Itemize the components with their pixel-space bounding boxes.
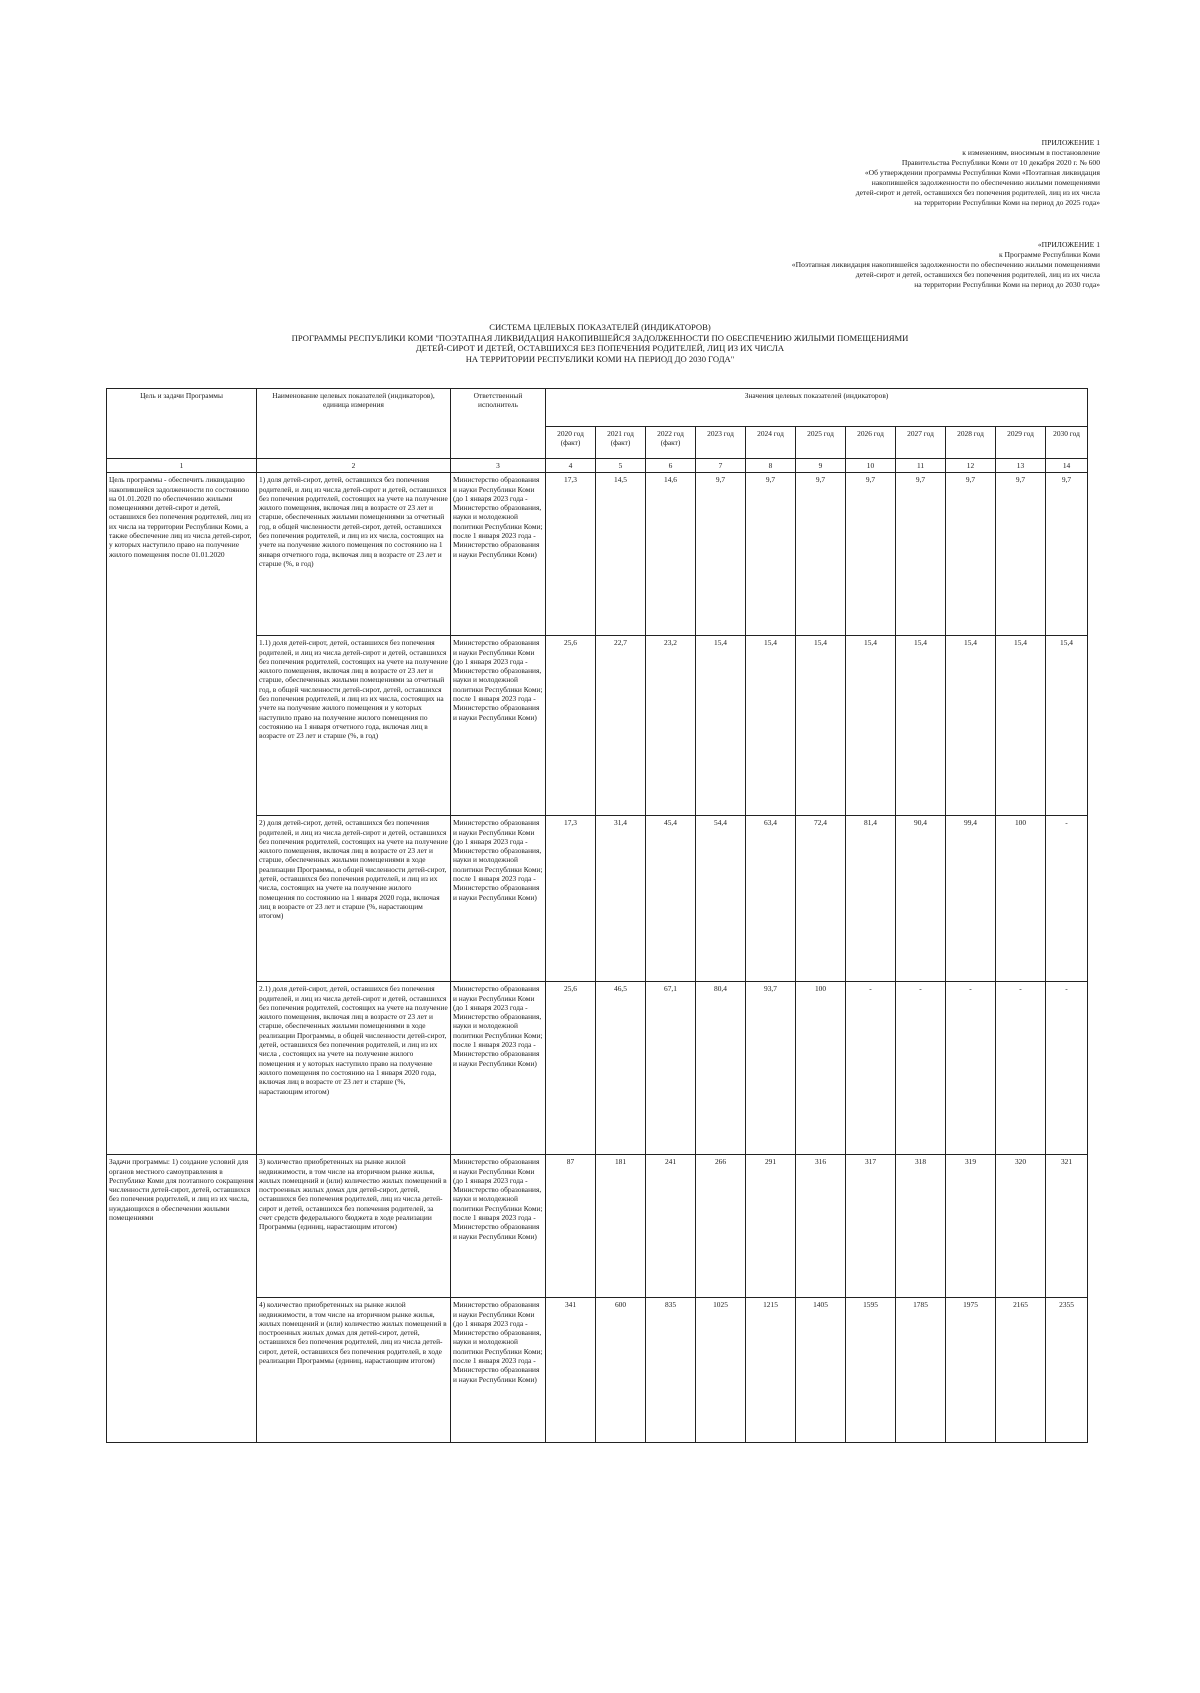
header-year: 2025 год — [796, 427, 846, 459]
header-year: 2020 год (факт) — [546, 427, 596, 459]
title-line: СИСТЕМА ЦЕЛЕВЫХ ПОКАЗАТЕЛЕЙ (ИНДИКАТОРОВ) — [489, 322, 711, 332]
value-cell: 321 — [1046, 1155, 1088, 1298]
program-appendix-header — [792, 240, 1100, 290]
value-cell: 341 — [546, 1298, 596, 1443]
header-year: 2028 год — [946, 427, 996, 459]
value-cell: - — [1046, 982, 1088, 1155]
value-cell: 93,7 — [746, 982, 796, 1155]
value-cell: 9,7 — [746, 473, 796, 636]
value-cell: 2355 — [1046, 1298, 1088, 1443]
value-cell: 241 — [646, 1155, 696, 1298]
column-number: 4 — [546, 459, 596, 473]
executor-cell: Министерство образования и науки Республики Коми (до 1 января 2023 года - Министерство образования, науки и молодежной политики Республики Коми; после 1 января 2023 года - Министерство образования и науки Республики Коми) — [451, 636, 546, 816]
value-cell: 266 — [696, 1155, 746, 1298]
title-line: ПРОГРАММЫ РЕСПУБЛИКИ КОМИ "ПОЭТАПНАЯ ЛИКВИДАЦИЯ НАКОПИВШЕЙСЯ ЗАДОЛЖЕННОСТИ ПО ОБЕСПЕЧЕНИЮ ЖИЛЫМИ ПОМЕЩЕНИЯМИ — [291, 332, 909, 343]
value-cell: 15,4 — [746, 636, 796, 816]
column-number: 5 — [596, 459, 646, 473]
value-cell: 100 — [796, 982, 846, 1155]
header-executor: Ответственный исполнитель — [451, 389, 546, 459]
value-cell: 15,4 — [996, 636, 1046, 816]
value-cell: - — [1046, 816, 1088, 982]
appendix-1-line: «Об утверждении программы Республики Коми «Поэтапная ликвидация — [864, 168, 1100, 177]
header-year: 2024 год — [746, 427, 796, 459]
column-number: 2 — [257, 459, 451, 473]
title-line: ДЕТЕЙ-СИРОТ И ДЕТЕЙ, ОСТАВШИХСЯ БЕЗ ПОПЕЧЕНИЯ РОДИТЕЛЕЙ, ЛИЦ ИЗ ИХ ЧИСЛА — [415, 343, 785, 354]
value-cell: 9,7 — [1046, 473, 1088, 636]
appendix-1-line: детей-сирот и детей, оставшихся без попечения родителей, лиц из их числа — [855, 188, 1100, 197]
value-cell: 9,7 — [696, 473, 746, 636]
value-cell: 25,6 — [546, 982, 596, 1155]
column-number-row — [107, 459, 1088, 473]
value-cell: 181 — [596, 1155, 646, 1298]
goal-cell: Цель программы - обеспечить ликвидацию накопившейся задолженности по состоянию на 01.01.2020 по обеспечению жилыми помещениями детей-сирот и детей, оставшихся без попечения родителей, лиц из их числа на территории Республики Коми, а также обеспечение лиц из числа детей-сирот, у которых наступило право на получение жилого помещения после 01.01.2020 — [107, 473, 257, 1155]
executor-cell: Министерство образования и науки Республики Коми (до 1 января 2023 года - Министерство образования, науки и молодежной политики Республики Коми; после 1 января 2023 года - Министерство образования и науки Республики Коми) — [451, 1298, 546, 1443]
title-line: НА ТЕРРИТОРИИ РЕСПУБЛИКИ КОМИ НА ПЕРИОД ДО 2030 ГОДА" — [465, 353, 735, 364]
column-number: 14 — [1046, 459, 1088, 473]
header-year: 2023 год — [696, 427, 746, 459]
indicator-cell: 4) количество приобретенных на рынке жилой недвижимости, в том числе на вторичном рынке жилья, жилых помещений и (или) количество жилых помещений в построенных жилых домах для детей-сирот, детей, оставшихся без попечения родителей, лиц из числа детей-сирот, детей, оставшихся без попечения родителей, в ходе реализации Программы (единиц, нарастающим итогом) — [257, 1298, 451, 1443]
value-cell: 320 — [996, 1155, 1046, 1298]
column-number: 11 — [896, 459, 946, 473]
value-cell: 17,3 — [546, 473, 596, 636]
value-cell: 2165 — [996, 1298, 1046, 1443]
value-cell: - — [846, 982, 896, 1155]
value-cell: 15,4 — [846, 636, 896, 816]
value-cell: 31,4 — [596, 816, 646, 982]
program-appendix-line: на территории Республики Коми на период до 2030 года» — [914, 280, 1100, 289]
value-cell: 15,4 — [896, 636, 946, 816]
value-cell: 22,7 — [596, 636, 646, 816]
executor-cell: Министерство образования и науки Республики Коми (до 1 января 2023 года - Министерство образования, науки и молодежной политики Республики Коми; после 1 января 2023 года - Министерство образования и науки Республики Коми) — [451, 473, 546, 636]
table-row — [107, 1155, 1088, 1298]
value-cell: 67,1 — [646, 982, 696, 1155]
value-cell: 15,4 — [946, 636, 996, 816]
value-cell: 90,4 — [896, 816, 946, 982]
header-year: 2026 год — [846, 427, 896, 459]
program-appendix-line: «ПРИЛОЖЕНИЕ 1 — [1037, 240, 1100, 249]
program-appendix-line: детей-сирот и детей, оставшихся без попечения родителей, лиц из их числа — [855, 270, 1100, 279]
indicator-cell: 2.1) доля детей-сирот, детей, оставшихся без попечения родителей, и лиц из числа детей-сирот и детей, оставшихся без попечения родителей, состоящих на учете на получение жилого помещения, включая лиц в возрасте от 23 лет и старше, обеспеченных жилыми помещениями в ходе реализации Программы, в общей численности детей-сирот, детей, оставшихся без попечения родителей, и лиц из их числа , состоящих на учете на получение жилого помещения и у которых наступило право на получение жилого помещения по состоянию на 1 января 2020 года, включая лиц в возрасте от 23 лет и старше (%, нарастающим итогом) — [257, 982, 451, 1155]
column-number: 1 — [107, 459, 257, 473]
column-number: 8 — [746, 459, 796, 473]
value-cell: 600 — [596, 1298, 646, 1443]
program-appendix-line: к Программе Республики Коми — [998, 250, 1100, 259]
header-values: Значения целевых показателей (индикаторов) — [546, 389, 1088, 427]
value-cell: 17,3 — [546, 816, 596, 982]
value-cell: 81,4 — [846, 816, 896, 982]
value-cell: 63,4 — [746, 816, 796, 982]
executor-cell: Министерство образования и науки Республики Коми (до 1 января 2023 года - Министерство образования, науки и молодежной политики Республики Коми; после 1 января 2023 года - Министерство образования и науки Республики Коми) — [451, 982, 546, 1155]
value-cell: 100 — [996, 816, 1046, 982]
column-number: 7 — [696, 459, 746, 473]
value-cell: 45,4 — [646, 816, 696, 982]
appendix-1-header — [856, 138, 1100, 208]
value-cell: 1405 — [796, 1298, 846, 1443]
value-cell: 15,4 — [696, 636, 746, 816]
value-cell: 9,7 — [846, 473, 896, 636]
column-number: 6 — [646, 459, 696, 473]
header-year: 2021 год (факт) — [596, 427, 646, 459]
value-cell: 15,4 — [796, 636, 846, 816]
value-cell: 54,4 — [696, 816, 746, 982]
value-cell: 1215 — [746, 1298, 796, 1443]
value-cell: 1785 — [896, 1298, 946, 1443]
value-cell: 319 — [946, 1155, 996, 1298]
indicators-table — [106, 388, 1088, 1443]
header-indicator: Наименование целевых показателей (индикаторов), единица измерения — [257, 389, 451, 459]
value-cell: 1975 — [946, 1298, 996, 1443]
value-cell: 9,7 — [946, 473, 996, 636]
indicator-cell: 2) доля детей-сирот, детей, оставшихся без попечения родителей, и лиц из числа детей-сирот и детей, оставшихся без попечения родителей, состоящих на учете на получение жилого помещения, включая лиц в возрасте от 23 лет и старше, обеспеченных жилыми помещениями в ходе реализации Программы, в общей численности детей-сирот, детей, оставшихся без попечения родителей, и лиц из их числа, состоящих на учете на получение жилого помещения по состоянию на 1 января 2020 года, включая лиц в возрасте от 23 лет и старше (%, нарастающим итогом) — [257, 816, 451, 982]
value-cell: 14,6 — [646, 473, 696, 636]
table-row — [107, 473, 1088, 636]
value-cell: 291 — [746, 1155, 796, 1298]
column-number: 9 — [796, 459, 846, 473]
column-number: 3 — [451, 459, 546, 473]
value-cell: 46,5 — [596, 982, 646, 1155]
value-cell: - — [996, 982, 1046, 1155]
value-cell: 1595 — [846, 1298, 896, 1443]
value-cell: 99,4 — [946, 816, 996, 982]
executor-cell: Министерство образования и науки Республики Коми (до 1 января 2023 года - Министерство образования, науки и молодежной политики Республики Коми; после 1 января 2023 года - Министерство образования и науки Республики Коми) — [451, 1155, 546, 1298]
value-cell: 23,2 — [646, 636, 696, 816]
value-cell: - — [946, 982, 996, 1155]
column-number: 10 — [846, 459, 896, 473]
column-number: 13 — [996, 459, 1046, 473]
indicator-cell: 1) доля детей-сирот, детей, оставшихся без попечения родителей, и лиц из числа детей-сирот и детей, оставшихся без попечения родителей, состоящих на учете на получение жилого помещения, включая лиц в возрасте от 23 лет и старше, обеспеченных жилыми помещениями за отчетный год, в общей численности детей-сирот, детей, оставшихся без попечения родителей, и лиц из их числа, состоящих на учете на получение жилого помещения по состоянию на 1 января отчетного года, включая лиц в возрасте от 23 лет и старше (%, в год) — [257, 473, 451, 636]
column-number: 12 — [946, 459, 996, 473]
appendix-1-line: к изменениям, вносимым в постановление — [962, 148, 1100, 157]
executor-cell: Министерство образования и науки Республики Коми (до 1 января 2023 года - Министерство образования, науки и молодежной политики Республики Коми; после 1 января 2023 года - Министерство образования и науки Республики Коми) — [451, 816, 546, 982]
appendix-1-line: накопившейся задолженности по обеспечению жилыми помещениями — [871, 178, 1100, 187]
value-cell: 25,6 — [546, 636, 596, 816]
program-appendix-line: «Поэтапная ликвидация накопившейся задолженности по обеспечению жилыми помещениями — [791, 260, 1100, 269]
value-cell: 9,7 — [796, 473, 846, 636]
value-cell: 316 — [796, 1155, 846, 1298]
header-year: 2027 год — [896, 427, 946, 459]
value-cell: 14,5 — [596, 473, 646, 636]
value-cell: 835 — [646, 1298, 696, 1443]
tasks-cell: Задачи программы: 1) создание условий для органов местного самоуправления в Республике Коми для поэтапного сокращения численности детей-сирот, детей, оставшихся без попечения родителей, и лиц из их числа, нуждающихся в обеспечении жилыми помещениями — [107, 1155, 257, 1443]
value-cell: 15,4 — [1046, 636, 1088, 816]
indicator-cell: 3) количество приобретенных на рынке жилой недвижимости, в том числе на вторичном рынке жилья, жилых помещений и (или) количество жилых помещений в построенных жилых домах для детей-сирот, детей, оставшихся без попечения родителей, лиц из числа детей-сирот и детей, оставшихся без попечения родителей, за счет средств федерального бюджета в ходе реализации Программы (единиц, нарастающим итогом) — [257, 1155, 451, 1298]
header-year: 2022 год (факт) — [646, 427, 696, 459]
appendix-1-line: ПРИЛОЖЕНИЕ 1 — [1041, 138, 1100, 147]
appendix-1-line: Правительства Республики Коми от 10 декабря 2020 г. № 600 — [901, 158, 1100, 167]
value-cell: 87 — [546, 1155, 596, 1298]
value-cell: 317 — [846, 1155, 896, 1298]
value-cell: 80,4 — [696, 982, 746, 1155]
header-year: 2030 год — [1046, 427, 1088, 459]
value-cell: 9,7 — [896, 473, 946, 636]
value-cell: 1025 — [696, 1298, 746, 1443]
header-goal: Цель и задачи Программы — [107, 389, 257, 459]
indicator-cell: 1.1) доля детей-сирот, детей, оставшихся без попечения родителей, и лиц из числа детей-сирот и детей, оставшихся без попечения родителей, состоящих на учете на получение жилого помещения, включая лиц в возрасте от 23 лет и старше, обеспеченных жилыми помещениями за отчетный год, в общей численности детей-сирот, детей, оставшихся без попечения родителей, и лиц из их числа, состоящих на учете на получение жилого помещения и у которых наступило право на получение жилого помещения по состоянию на 1 января отчетного года, включая лиц в возрасте от 23 лет и старше (%, в год) — [257, 636, 451, 816]
document-title — [200, 322, 1000, 364]
appendix-1-line: на территории Республики Коми на период до 2025 года» — [914, 198, 1100, 207]
value-cell: 9,7 — [996, 473, 1046, 636]
value-cell: 318 — [896, 1155, 946, 1298]
value-cell: - — [896, 982, 946, 1155]
header-year: 2029 год — [996, 427, 1046, 459]
value-cell: 72,4 — [796, 816, 846, 982]
